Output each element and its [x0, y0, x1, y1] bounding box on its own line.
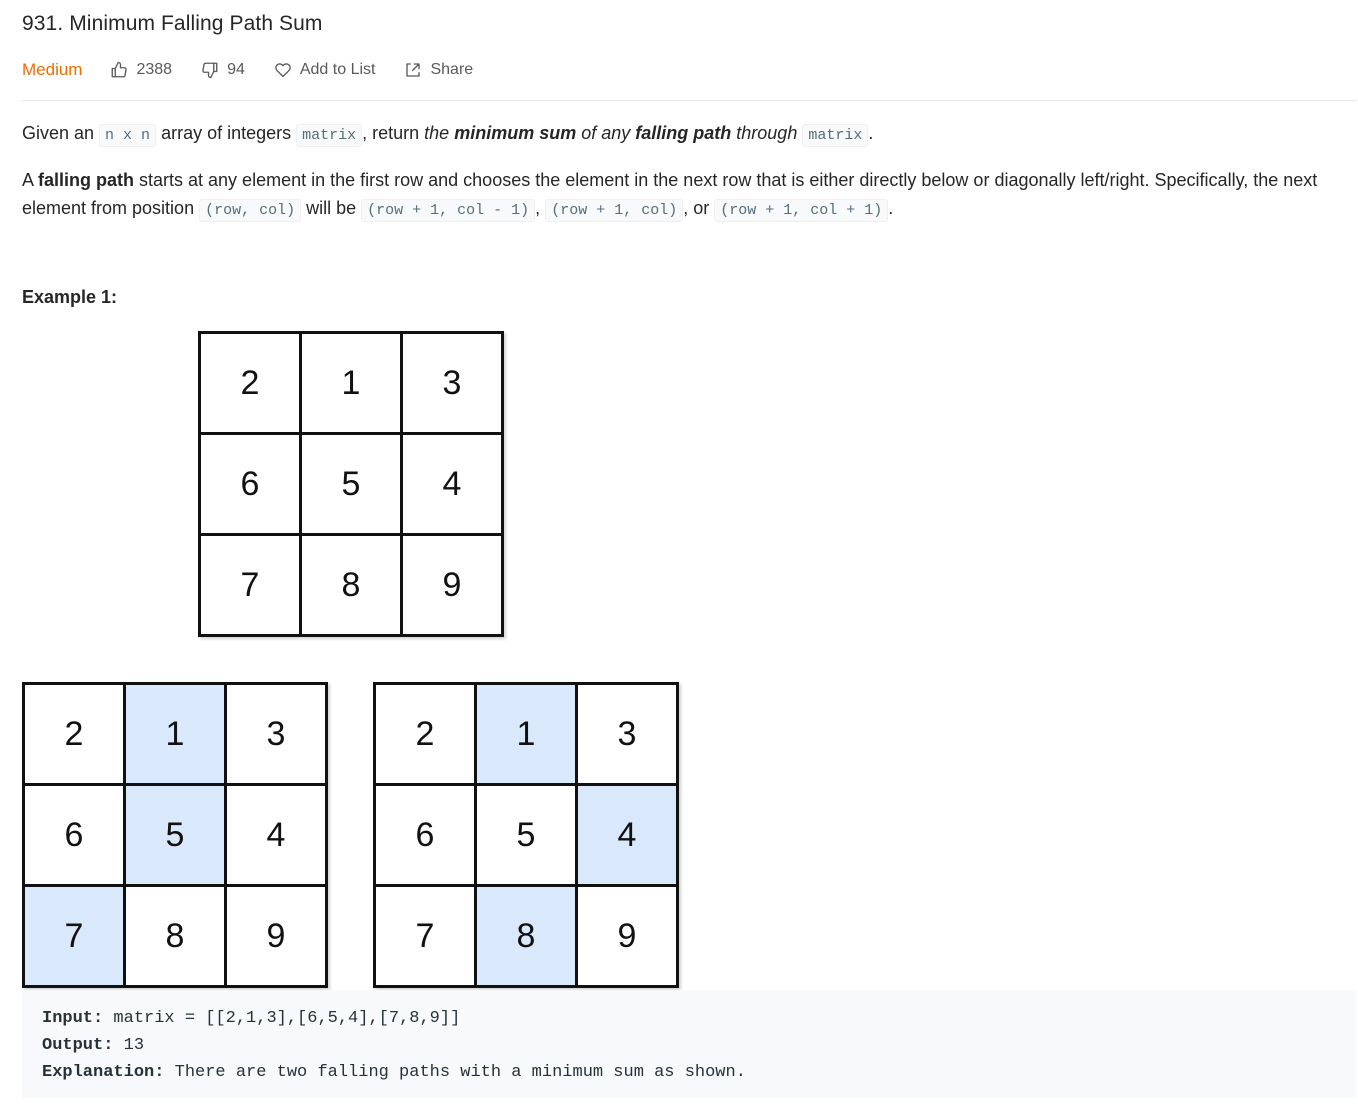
- inline-code: matrix: [802, 124, 868, 147]
- matrix-cell: 2: [376, 685, 474, 783]
- inline-code: (row + 1, col + 1): [714, 199, 888, 222]
- problem-title: 931. Minimum Falling Path Sum: [22, 12, 323, 35]
- header-divider: [22, 100, 1356, 101]
- matrix-cell: 6: [201, 435, 299, 533]
- matrix-cell: 6: [376, 786, 474, 884]
- text: .: [868, 123, 874, 143]
- inline-code: n x n: [99, 124, 156, 147]
- text: array of integers: [156, 123, 297, 143]
- input-label: Input:: [42, 1009, 104, 1028]
- matrix-cell: 6: [25, 786, 123, 884]
- matrix-cell: 8: [302, 536, 400, 634]
- example-io-block: [22, 990, 1356, 1098]
- matrix-cell: 2: [201, 334, 299, 432]
- inline-code: (row + 1, col): [545, 199, 683, 222]
- output-label: Output:: [42, 1036, 114, 1055]
- falling-path-grid-2: [373, 682, 679, 988]
- dislike-button[interactable]: [201, 61, 245, 79]
- matrix-cell: 9: [403, 536, 501, 634]
- inline-code: (row, col): [199, 199, 301, 222]
- input-value: matrix = [[2,1,3],[6,5,4],[7,8,9]]: [103, 1009, 461, 1028]
- text: , return: [362, 123, 425, 143]
- bold-text: minimum sum: [454, 123, 577, 143]
- text: through: [731, 123, 798, 143]
- share-icon: [404, 61, 422, 79]
- matrix-cell: 1: [302, 334, 400, 432]
- matrix-cell: 7: [201, 536, 299, 634]
- share-button[interactable]: [404, 61, 473, 79]
- matrix-cell: 7: [376, 887, 474, 985]
- text: the: [424, 123, 455, 143]
- falling-path-grid-1: [22, 682, 328, 988]
- path-cell: 5: [126, 786, 224, 884]
- text: Given an: [22, 123, 100, 143]
- matrix-cell: 4: [227, 786, 325, 884]
- explanation-value: There are two falling paths with a minimum sum as shown.: [164, 1063, 746, 1082]
- difficulty-badge: Medium: [22, 60, 83, 79]
- thumbs-down-icon: [201, 61, 219, 79]
- explanation-label: Explanation:: [42, 1063, 165, 1082]
- path-cell: 1: [126, 685, 224, 783]
- bold-text: falling path: [38, 170, 135, 190]
- matrix-grid: [198, 331, 504, 637]
- heart-icon: [274, 61, 292, 79]
- matrix-cell: 3: [227, 685, 325, 783]
- matrix-cell: 4: [403, 435, 501, 533]
- description-paragraph-2: [22, 166, 1352, 225]
- thumbs-up-icon: [110, 61, 128, 79]
- example-title: Example 1:: [22, 287, 118, 307]
- output-value: 13: [113, 1036, 145, 1055]
- description-paragraph-1: [22, 119, 1352, 150]
- share-label: Share: [430, 61, 474, 78]
- matrix-cell: 3: [403, 334, 501, 432]
- text: , or: [683, 198, 715, 218]
- dislike-count: 94: [227, 61, 245, 78]
- matrix-cell: 2: [25, 685, 123, 783]
- like-count: 2388: [136, 61, 173, 78]
- problem-meta-bar: [22, 58, 502, 82]
- path-cell: 1: [477, 685, 575, 783]
- path-cell: 4: [578, 786, 676, 884]
- matrix-cell: 5: [477, 786, 575, 884]
- like-button[interactable]: [110, 61, 172, 79]
- text: of any: [576, 123, 636, 143]
- path-cell: 8: [477, 887, 575, 985]
- text: .: [888, 198, 894, 218]
- text: A: [22, 170, 39, 190]
- matrix-cell: 3: [578, 685, 676, 783]
- add-to-list-button[interactable]: [274, 61, 376, 79]
- text: will be: [301, 198, 362, 218]
- bold-text: falling path: [635, 123, 732, 143]
- add-to-list-label: Add to List: [299, 61, 376, 78]
- path-cell: 7: [25, 887, 123, 985]
- matrix-cell: 9: [578, 887, 676, 985]
- text: starts at any element in the first row and chooses the element in the next row that is either directly below or diagonally left/right. Specifically, the next element from position: [22, 170, 1318, 218]
- text: ,: [535, 198, 546, 218]
- inline-code: matrix: [296, 124, 362, 147]
- inline-code: (row + 1, col - 1): [361, 199, 535, 222]
- matrix-cell: 9: [227, 887, 325, 985]
- matrix-cell: 5: [302, 435, 400, 533]
- matrix-cell: 8: [126, 887, 224, 985]
